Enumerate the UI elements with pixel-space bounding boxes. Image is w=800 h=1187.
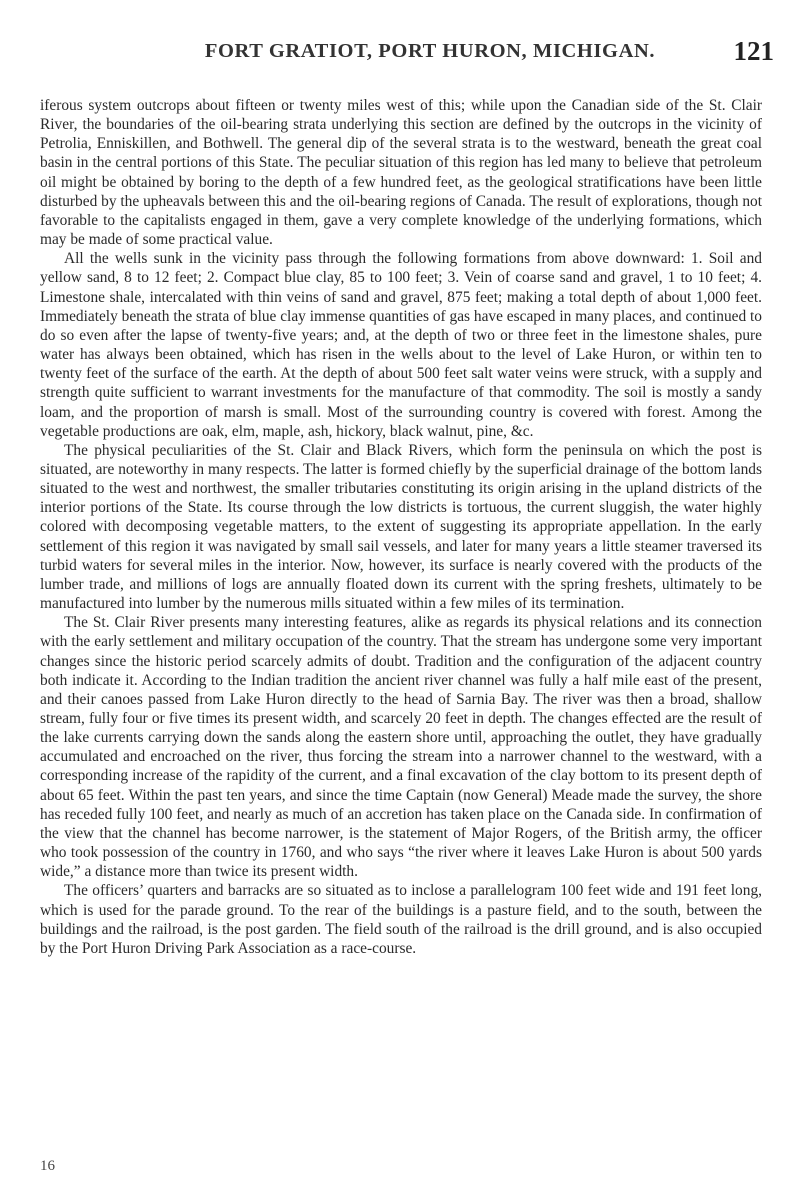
paragraph-formations: All the wells sunk in the vicinity pass through the following formations from above downward: 1. Soil and yellow sand, 8 to 12 feet; 2. Compact blue clay, 85 to 100 feet; 3. Vein of coarse sand and gravel, 1 to 10 feet; 4. Limestone shale, intercalated with thin veins of sand and gravel, 875 feet; making a total depth of about 1,000 feet. Immediately beneath the strata of blue clay immense quantities of gas have escaped in many places, and continued to do so even after the lapse of twenty-five years; and, at the depth of two or three feet in the limestone shales, pure water has always been obtained, which has risen in the wells about to the level of Lake Huron, or within ten to twenty feet of the surface of the earth. At the depth of about 500 feet salt water veins were struck, with a supply and strength quite sufficient to warrant investments for the manufacture of that commodity. The soil is mostly a sandy loam, and the proportion of marsh is small. Most of the surrounding country is covered with forest. Among the vegetable productions are oak, elm, maple, ash, hickory, black walnut, pine, &c. bbox=[40, 250, 762, 440]
paragraph-continued: iferous system outcrops about fifteen or twenty miles west of this; while upon the Canadian side of the St. Clair River, the boundaries of the oil-bearing strata underlying this section are defined by the outcrops in the vicinity of Petrolia, Enniskillen, and Bothwell. The general dip of the several strata is to the westward, beneath the great coal basin in the central portions of this State. The peculiar situation of this region has led many to believe that petroleum oil might be obtained by boring to the depth of a few hundred feet, as the geological stratifications have been little disturbed by the upheavals between this and the oil-bearing regions of Canada. The result of explorations, though not favorable to the capitalists engaged in them, gave a very complete knowledge of the underlying formations, which may be made of some practical value. bbox=[40, 97, 762, 249]
signature-mark: 16 bbox=[40, 1158, 55, 1174]
paragraph-quarters: The officers’ quarters and barracks are so situated as to inclose a parallelogram 100 feet wide and 191 feet long, which is used for the parade ground. To the rear of the buildings is a pasture field, and to the south, between the buildings and the railroad, is the post garden. The field south of the railroad is the drill ground, and is also occupied by the Port Huron Driving Park Association as a race-course. bbox=[40, 882, 762, 957]
running-title: FORT GRATIOT, PORT HURON, MICHIGAN. bbox=[204, 40, 656, 62]
running-head bbox=[86, 36, 774, 70]
page-number: 121 bbox=[733, 36, 774, 66]
paragraph-st-clair-river: The St. Clair River presents many interesting features, alike as regards its physical relations and its connection with the early settlement and military occupation of the country. That the stream has undergone some very important changes since the historic period scarcely admits of doubt. Tradition and the configuration of the adjacent country both indicate it. According to the Indian tradition the ancient river channel was fully a half mile east of the present, and their canoes passed from Lake Huron directly to the head of Sarnia Bay. The river was then a broad, shallow stream, fully four or five times its present width, and scarcely 20 feet in depth. The changes effected are the result of the lake currents carrying down the sands along the eastern shore until, approaching the outlet, they have gradually accumulated and encroached on the river, thus forcing the stream into a narrower channel to the westward, with a corresponding increase of the rapidity of the current, and a final excavation of the clay bottom to its present depth of about 65 feet. Within the past ten years, and since the time Captain (now General) Meade made the survey, the shore has receded fully 100 feet, and nearly as much of an accretion has taken place on the Canada side. In confirmation of the view that the channel has become narrower, is the statement of Major Rogers, of the British army, the officer who took possession of the country in 1760, and who says “the river where it leaves Lake Huron is about 500 yards wide,” a distance more than twice its present width. bbox=[40, 614, 762, 881]
body-text bbox=[40, 96, 762, 958]
paragraph-rivers: The physical peculiarities of the St. Clair and Black Rivers, which form the peninsula on which the post is situated, are noteworthy in many respects. The latter is formed chiefly by the superficial drainage of the bottom lands situated to the west and northwest, the smaller tributaries constituting its origin arising in the upland districts of the interior portions of the State. Its course through the low districts is tortuous, the current sluggish, the water highly colored with decomposing vegetable matters, to the extent of suggesting its appropriate appellation. In the early settlement of this region it was navigated by small sail vessels, and later for many years a little steamer traversed its turbid waters for several miles in the interior. Now, however, its surface is nearly covered with the products of the lumber trade, and millions of logs are annually floated down its current with the spring freshets, ultimately to be manufactured into lumber by the numerous mills situated within a few miles of its termination. bbox=[40, 441, 762, 613]
